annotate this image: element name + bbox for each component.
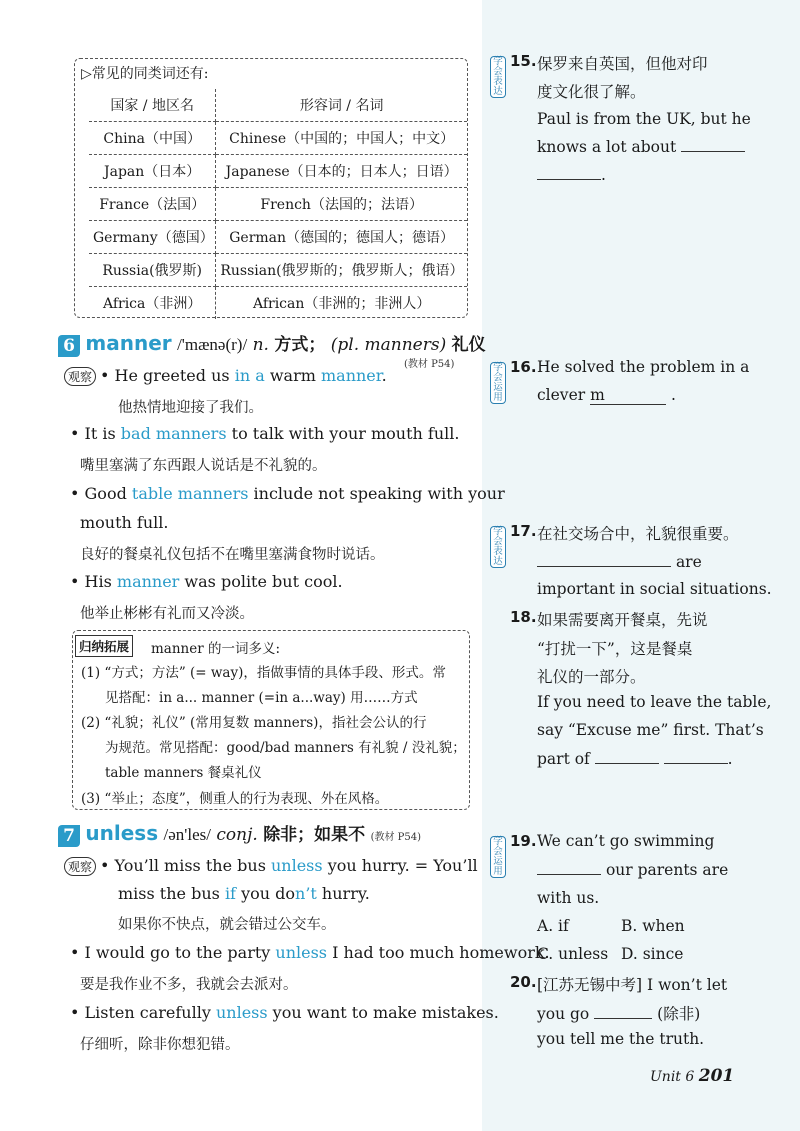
highlight: manner (116, 572, 180, 591)
use-icon: 学会运用 (490, 362, 506, 404)
table-row (89, 155, 467, 188)
translation: 嘴里塞满了东西跟人说话是不礼貌的。 (80, 458, 327, 474)
table-cell: Russian(俄罗斯的；俄罗斯人；俄语） (216, 254, 467, 287)
question-text: important in social situations. (537, 580, 772, 598)
example-sentence (70, 943, 550, 962)
answer-blank[interactable] (594, 1018, 652, 1019)
table-cell: China（中国） (89, 122, 216, 155)
extension-label: 归纳拓展 (75, 635, 133, 657)
highlight: table manners (131, 484, 249, 503)
definition: 除非；如果不 (263, 825, 366, 845)
question-text: 保罗来自英国，但他对印 (537, 55, 708, 73)
text: (除非) (657, 1005, 701, 1023)
text: • You’ll miss the bus (100, 856, 271, 875)
phonetic: /'mænə(r)/ (177, 335, 248, 354)
highlight: bad manners (120, 424, 227, 443)
text: include not speaking with your (248, 484, 505, 503)
extension-line: table manners 餐桌礼仪 (105, 765, 262, 781)
option-b[interactable]: B. when (621, 917, 685, 935)
headword: manner (85, 331, 172, 355)
example-sentence (64, 366, 387, 386)
question-text (537, 750, 733, 768)
example-sentence (70, 424, 459, 443)
table-cell: Japan（日本） (89, 155, 216, 188)
part-of-speech: n. (252, 335, 269, 355)
answer-blank[interactable] (537, 566, 671, 567)
express-icon: 学会表达 (490, 526, 506, 568)
question-text: say “Excuse me” first. That’s (537, 721, 764, 739)
question-number: 18. (510, 608, 537, 626)
example-sentence-cont: mouth full. (80, 513, 169, 532)
extension-title: manner 的一词多义: (151, 641, 281, 657)
translation: 他举止彬彬有礼而又冷淡。 (80, 606, 254, 622)
country-word-box (74, 58, 468, 318)
text: knows a lot about (537, 138, 677, 156)
text: . (601, 166, 606, 184)
question-text: 礼仪的一部分。 (537, 668, 646, 686)
option-c[interactable]: C. unless (537, 945, 609, 963)
table-cell: Russia(俄罗斯) (89, 254, 216, 287)
question-text (537, 1002, 700, 1024)
question-number: 16. (510, 358, 537, 376)
table-cell: German（德国的；德国人；德语） (216, 221, 467, 254)
question-number: 15. (510, 52, 537, 70)
text: • It is (70, 424, 121, 443)
textbook-ref: (教材 P54) (370, 832, 422, 843)
text: to talk with your mouth full. (226, 424, 460, 443)
text: • Listen carefully (70, 1003, 216, 1022)
text: • Good (70, 484, 132, 503)
question-text: you tell me the truth. (537, 1030, 705, 1048)
highlight: unless (270, 856, 323, 875)
question-text: 在社交场合中，礼貌很重要。 (537, 525, 739, 543)
text: you go (537, 1005, 590, 1023)
table-header-row (89, 89, 467, 122)
example-sentence (70, 572, 343, 591)
text: miss the bus (118, 884, 225, 903)
translation: 良好的餐桌礼仪包括不在嘴里塞满食物时说话。 (80, 547, 385, 563)
first-letter-hint: m (590, 386, 605, 404)
question-text (537, 553, 702, 571)
table-cell: Japanese（日本的；日本人；日语） (216, 155, 467, 188)
textbook-ref: (教材 P54) (404, 359, 455, 370)
text: warm (264, 366, 321, 385)
extension-line: (2) “礼貌；礼仪” (常用复数 manners)，指社会公认的行 (81, 715, 427, 731)
example-sentence (70, 1003, 499, 1022)
example-sentence (64, 856, 478, 876)
text: . (671, 386, 676, 404)
text: • He greeted us (100, 366, 235, 385)
question-text (537, 138, 745, 156)
highlight: if (224, 884, 236, 903)
answer-blank[interactable] (537, 179, 601, 180)
question-text: “打扰一下”，这是餐桌 (537, 640, 693, 658)
table-row (89, 254, 467, 287)
question-text: We can’t go swimming (537, 832, 715, 850)
question-number: 19. (510, 832, 537, 850)
question-text: with us. (537, 889, 600, 907)
text: you want to make mistakes. (267, 1003, 499, 1022)
translation: 仔细听，除非你想犯错。 (80, 1037, 240, 1053)
column-header: 国家 / 地区名 (89, 89, 216, 122)
definition-2: 礼仪 (451, 335, 486, 355)
text: are (675, 553, 702, 571)
plural-form: (pl. manners) (330, 335, 447, 355)
table-cell: Chinese（中国的；中国人；中文） (216, 122, 467, 155)
use-icon: 学会运用 (490, 836, 506, 878)
text: clever (537, 386, 591, 404)
extension-line: (3) “举止；态度”，侧重人的行为表现、外在风格。 (81, 791, 389, 807)
table-row (89, 287, 467, 320)
word-heading-unless (58, 820, 421, 847)
option-d[interactable]: D. since (621, 945, 684, 963)
answer-blank[interactable] (590, 386, 666, 405)
question-text: [江苏无锡中考] I won’t let (537, 976, 728, 994)
highlight: manner (320, 366, 382, 385)
page-number: 201 (698, 1066, 735, 1086)
observe-label: 观察 (64, 367, 96, 386)
extension-line: 为规范。常见搭配：good/bad manners 有礼貌 / 没礼貌； (105, 740, 466, 756)
word-number: 6 (58, 335, 80, 357)
table-cell: Africa（非洲） (89, 287, 216, 320)
table-cell: France（法国） (89, 188, 216, 221)
question-number: 20. (510, 973, 537, 991)
text: . (727, 750, 733, 768)
question-text: If you need to leave the table, (537, 693, 772, 711)
example-sentence-cont (118, 884, 370, 903)
part-of-speech: conj. (216, 825, 258, 845)
extension-line: (1) “方式；方法” (= way)，指做事情的具体手段、形式。常 (81, 665, 446, 681)
definition: 方式； (274, 335, 326, 355)
answer-blank[interactable] (537, 874, 601, 875)
country-table (89, 89, 467, 319)
table-row (89, 122, 467, 155)
question-text: He solved the problem in a (537, 358, 750, 376)
text: . (381, 366, 387, 385)
answer-blank[interactable] (664, 763, 728, 764)
express-icon: 学会表达 (490, 56, 506, 98)
page-footer (650, 1066, 734, 1086)
table-cell: French（法国的；法语） (216, 188, 467, 221)
answer-blank[interactable] (681, 151, 745, 152)
question-text: Paul is from the UK, but he (537, 110, 751, 128)
observe-label: 观察 (64, 857, 96, 876)
headword: unless (85, 821, 159, 845)
translation: 如果你不快点，就会错过公交车。 (118, 917, 336, 933)
word-heading-manner (58, 330, 486, 357)
translation: 他热情地迎接了我们。 (118, 400, 263, 416)
translation: 要是我作业不多，我就会去派对。 (80, 977, 298, 993)
example-sentence (70, 484, 505, 503)
extension-line: 见搭配：in a... manner (=in a...way) 用……方式 (105, 690, 418, 706)
box-note: ▷常见的同类词还有: (81, 66, 209, 82)
highlight: n’t (295, 884, 317, 903)
answer-blank[interactable] (595, 763, 659, 764)
question-text (537, 166, 606, 184)
highlight: in a (234, 366, 265, 385)
text: hurry. (316, 884, 370, 903)
phonetic: /ən'les/ (163, 825, 211, 844)
highlight: unless (215, 1003, 268, 1022)
text: I had too much homework. (327, 943, 550, 962)
table-cell: African（非洲的；非洲人） (252, 296, 431, 312)
unit-label: Unit 6 (650, 1069, 695, 1085)
text: you do (235, 884, 296, 903)
extension-box (72, 630, 470, 810)
text: was polite but cool. (179, 572, 343, 591)
text: • His (70, 572, 117, 591)
option-a[interactable]: A. if (537, 917, 569, 935)
table-row (89, 221, 467, 254)
text: you hurry. = You’ll (322, 856, 478, 875)
table-row (89, 188, 467, 221)
text: part of (537, 750, 590, 768)
word-number: 7 (58, 825, 80, 847)
question-text (537, 861, 728, 879)
question-text: 如果需要离开餐桌，先说 (537, 611, 708, 629)
text: • I would go to the party (70, 943, 276, 962)
question-number: 17. (510, 522, 537, 540)
column-header: 形容词 / 名词 (216, 89, 467, 122)
question-text (537, 386, 676, 405)
table-cell: Germany（德国） (89, 221, 216, 254)
text: our parents are (605, 861, 729, 879)
highlight: unless (275, 943, 328, 962)
question-text: 度文化很了解。 (537, 83, 646, 101)
